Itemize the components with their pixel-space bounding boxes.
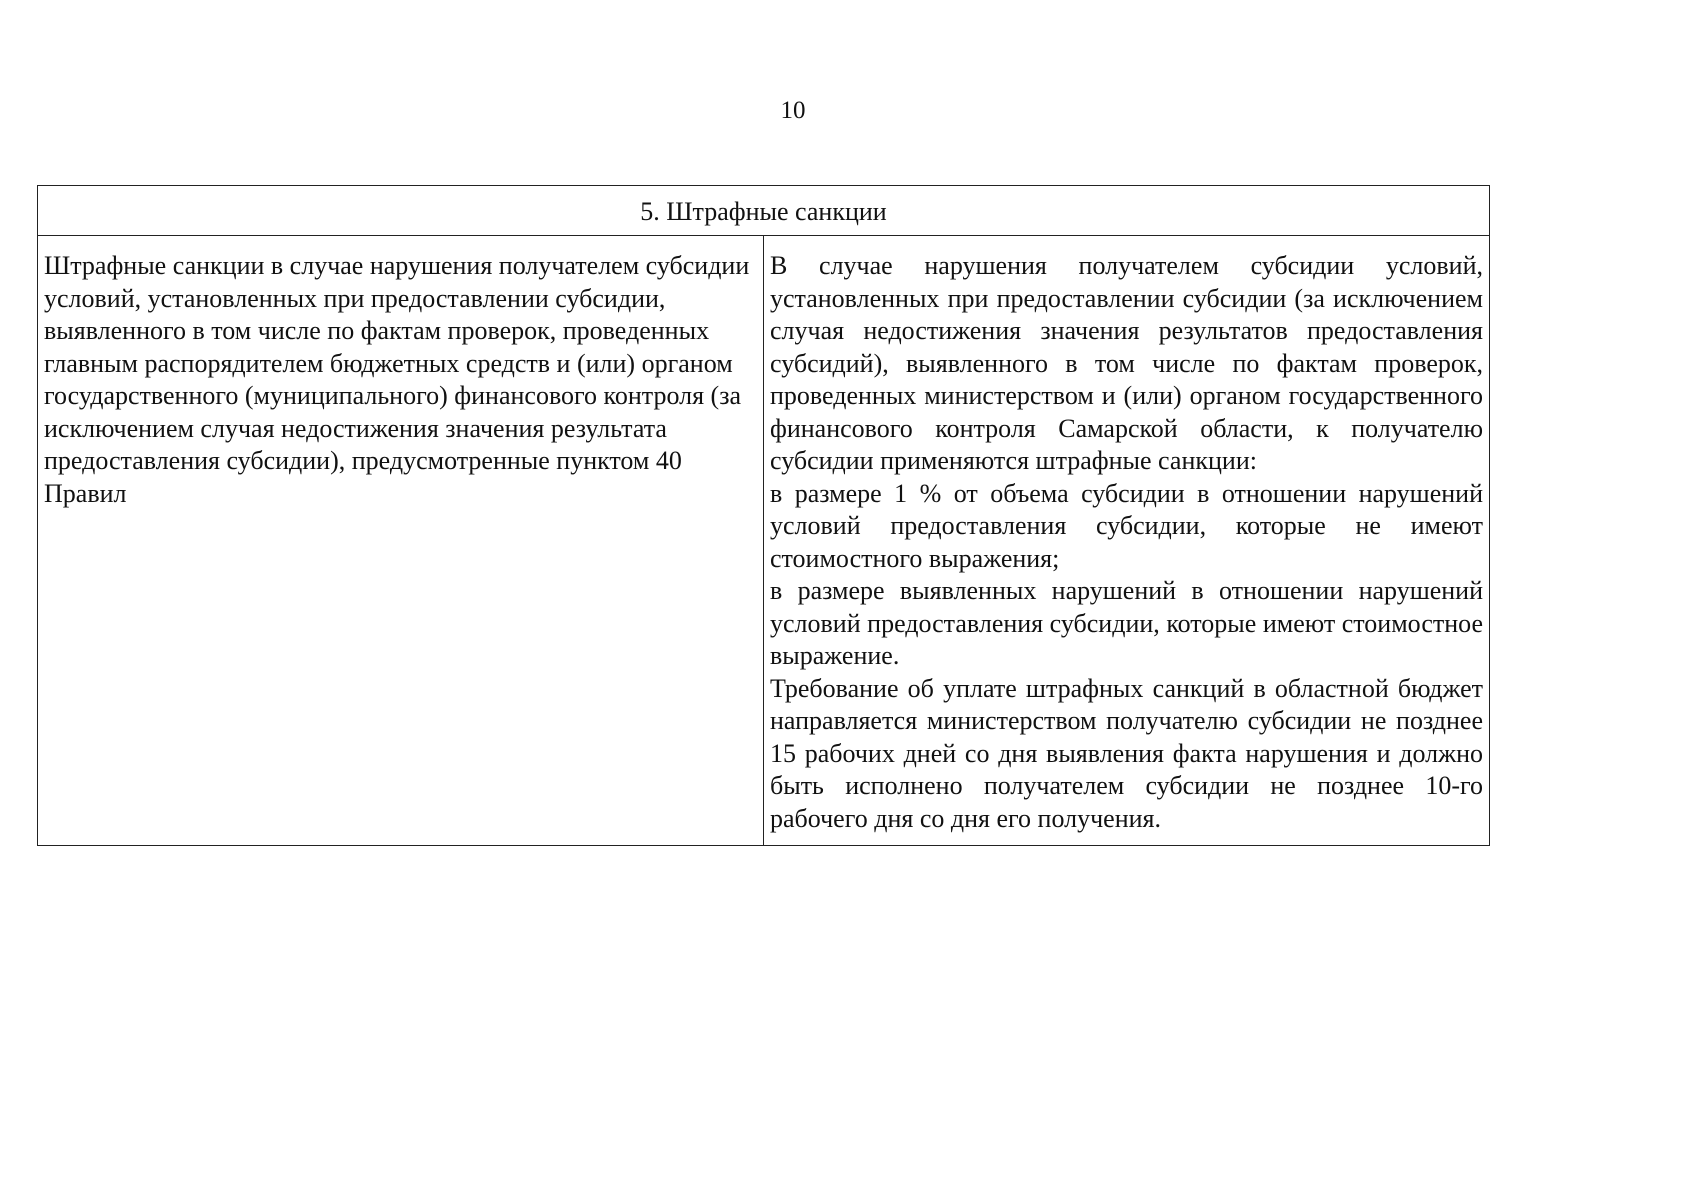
table-row [38, 236, 1490, 846]
sanction-description-cell: Штрафные санкции в случае нарушения получателем субсидии условий, установленных при предоставлении субсидии, выявленного в том числе по фактам проверок, проведенных главным распорядителем бюджетных средств и (или) органом государственного (муниципального) финансового контроля (за исключением случая недостижения значения результата предоставления субсидии), предусмотренные пунктом 40 Правил [38, 236, 764, 846]
sanction-paragraph-revealed-amount: в размере выявленных нарушений в отношении нарушений условий предоставления субсидии, которые имеют стоимостное выражение. [770, 576, 1483, 670]
sanction-details-cell [764, 236, 1490, 846]
sanction-paragraph-one-percent: в размере 1 % от объема субсидии в отношении нарушений условий предоставления субсидии, которые не имеют стоимостного выражения; [770, 478, 1483, 573]
sanction-paragraph-payment-demand: Требование об уплате штрафных санкций в областной бюджет направляется министерством получателю субсидии не позднее 15 рабочих дней со дня выявления факта нарушения и должно быть исполнено получателем субсидии не позднее 10-го рабочего дня со дня его получения. [770, 673, 1483, 833]
page-number: 10 [780, 97, 806, 124]
table-header-row [38, 186, 1490, 236]
penalty-sanctions-table [37, 185, 1490, 846]
sanction-paragraph-general: В случае нарушения получателем субсидии условий, установленных при предоставлении субсидии (за исключением случая недостижения значения результатов предоставления субсидий), выявленного в том числе по фактам проверок, проведенных министерством и (или) органом государственного финансового контроля Самарской области, к получателю субсидии применяются штрафные санкции: [770, 251, 1483, 475]
section-title: 5. Штрафные санкции [38, 186, 1490, 236]
